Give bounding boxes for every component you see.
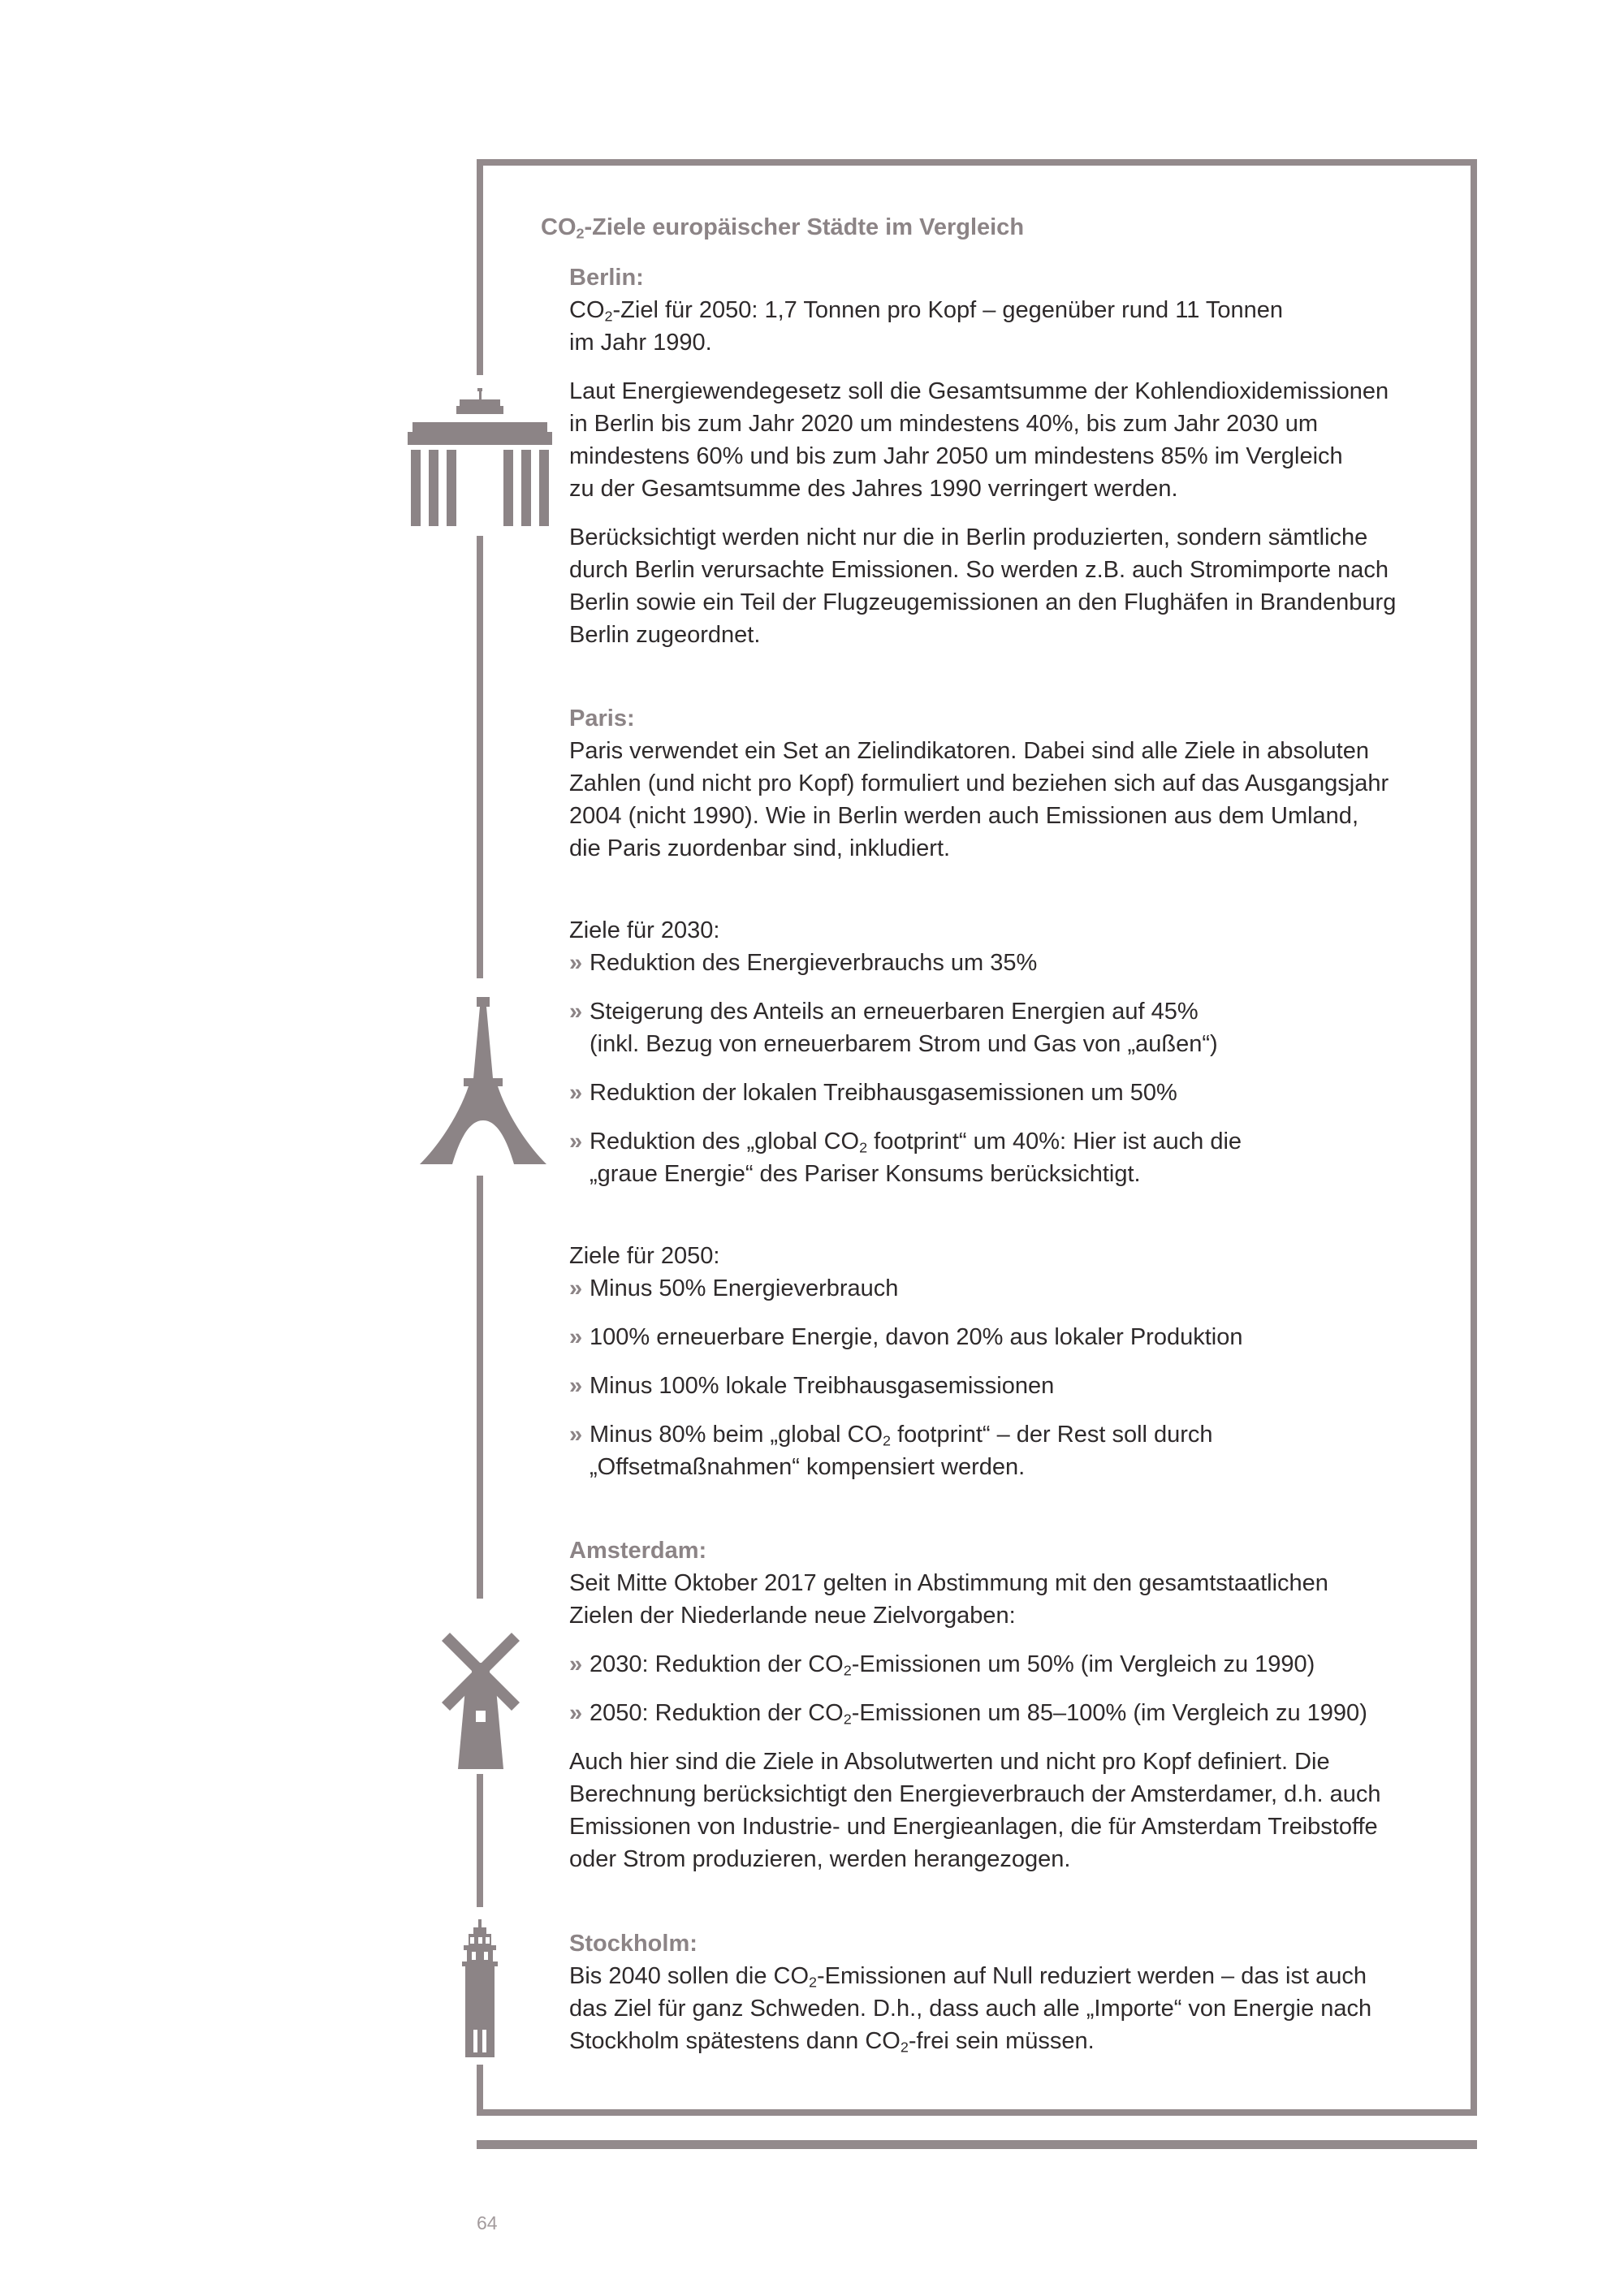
list-item: » Minus 80% beim „global $CO_2$ footprint“ – der Rest soll durch „Offsetmaßnahmen“ kompensiert werden. <box>569 1418 1422 1483</box>
bullet-marker: » <box>569 1700 583 1726</box>
paragraph-line: Seit Mitte Oktober 2017 gelten in Abstimmung mit den gesamtstaatlichen <box>569 1570 1328 1596</box>
bullet-marker: » <box>569 1373 583 1399</box>
paragraph-line: die Paris zuordenbar sind, inkludiert. <box>569 835 951 861</box>
paragraph <box>569 375 1422 505</box>
paragraph-line: Berlin zugeordnet. <box>569 622 761 648</box>
list-item: » Steigerung des Anteils an erneuerbaren Energien auf 45% (inkl. Bezug von erneuerbarem Strom und Gas von „außen“) <box>569 995 1422 1060</box>
bullet-marker: » <box>569 950 583 976</box>
section-paris <box>569 702 1422 865</box>
bullet-marker: » <box>569 999 583 1025</box>
section-heading-berlin: Berlin: <box>569 265 644 291</box>
list-item: » Reduktion der lokalen Treibhausgasemissionen um 50% <box>569 1077 1422 1109</box>
paragraph <box>569 521 1422 651</box>
paragraph-line: Bis 2040 sollen die $CO_2$-Emissionen auf Null reduziert werden – das ist auch <box>569 1963 1367 1991</box>
frame-top-line <box>477 159 1477 166</box>
brandenburg-gate-icon <box>408 388 554 526</box>
timeline-segment <box>477 1774 483 1907</box>
paragraph-line: Emissionen von Industrie- und Energieanlagen, die für Amsterdam Treibstoffe <box>569 1814 1378 1840</box>
list-item: » Minus 100% lokale Treibhausgasemissionen <box>569 1370 1422 1402</box>
paragraph-line: 2004 (nicht 1990). Wie in Berlin werden auch Emissionen aus dem Umland, <box>569 803 1358 829</box>
timeline-segment <box>477 1176 483 1599</box>
paragraph <box>569 1746 1422 1875</box>
section-heading-amsterdam: Amsterdam: <box>569 1538 707 1564</box>
bullet-marker: » <box>569 1275 583 1301</box>
section-amsterdam <box>569 1534 1422 1875</box>
frame-right-line <box>1471 159 1477 2116</box>
paragraph-line: in Berlin bis zum Jahr 2020 um mindestens 40%, bis zum Jahr 2030 um <box>569 411 1318 437</box>
eiffel-tower-icon <box>418 997 548 1166</box>
paragraph-line: im Jahr 1990. <box>569 330 712 356</box>
bullet-marker: » <box>569 1129 583 1154</box>
paragraph-line: Berechnung berücksichtigt den Energieverbrauch der Amsterdamer, d.h. auch <box>569 1781 1381 1807</box>
paragraph-line: durch Berlin verursachte Emissionen. So werden z.B. auch Stromimporte nach <box>569 557 1389 583</box>
paragraph-line: oder Strom produzieren, werden herangezogen. <box>569 1846 1071 1872</box>
goals-label: Ziele für 2050: <box>569 1243 720 1269</box>
paragraph-line: Berlin sowie ein Teil der Flugzeugemissionen an den Flughäfen in Brandenburg <box>569 589 1397 615</box>
paragraph-line: Zielen der Niederlande neue Zielvorgaben: <box>569 1603 1016 1629</box>
paragraph-line: zu der Gesamtsumme des Jahres 1990 verringert werden. <box>569 476 1178 502</box>
list-item: » Reduktion des Energieverbrauchs um 35% <box>569 947 1422 979</box>
section-berlin <box>569 261 1422 651</box>
list-item: » 2030: Reduktion der $CO_2$-Emissionen um 50% (im Vergleich zu 1990) <box>569 1648 1422 1681</box>
paragraph-line: Paris verwendet ein Set an Zielindikatoren. Dabei sind alle Ziele in absoluten <box>569 738 1369 764</box>
stockholm-tower-icon <box>459 1919 501 2057</box>
timeline-segment <box>477 2065 483 2116</box>
goals-label: Ziele für 2030: <box>569 917 720 943</box>
timeline-segment <box>477 536 483 978</box>
bullet-marker: » <box>569 1080 583 1106</box>
frame-footer-bar <box>477 2140 1477 2149</box>
list-item: » 100% erneuerbare Energie, davon 20% aus lokaler Produktion <box>569 1321 1422 1353</box>
bullet-marker: » <box>569 1422 583 1448</box>
windmill-icon <box>438 1629 523 1769</box>
paragraph-line: mindestens 60% und bis zum Jahr 2050 um mindestens 85% im Vergleich <box>569 443 1343 469</box>
paragraph-line: Laut Energiewendegesetz soll die Gesamtsumme der Kohlendioxidemissionen <box>569 378 1389 404</box>
frame-bottom-line <box>477 2109 1477 2116</box>
paris-goals-2030 <box>569 914 1422 1190</box>
list-item: » Reduktion des „global $CO_2$ footprint“ um 40%: Hier ist auch die „graue Energie“ des Pariser Konsums berücksichtigt. <box>569 1125 1422 1190</box>
bullet-marker: » <box>569 1324 583 1350</box>
timeline-segment <box>477 159 483 375</box>
paragraph: $CO_2$-Ziel für 2050: 1,7 Tonnen pro Kopf – gegenüber rund 11 Tonnen <box>569 297 1284 325</box>
paris-goals-2050 <box>569 1240 1422 1483</box>
list-item: » 2050: Reduktion der $CO_2$-Emissionen um 85–100% (im Vergleich zu 1990) <box>569 1697 1422 1729</box>
paragraph-line: Berücksichtigt werden nicht nur die in Berlin produzierten, sondern sämtliche <box>569 524 1368 550</box>
bullet-marker: » <box>569 1651 583 1677</box>
list-item: » Minus 50% Energieverbrauch <box>569 1272 1422 1305</box>
paragraph-line: Zahlen (und nicht pro Kopf) formuliert und beziehen sich auf das Ausgangsjahr <box>569 770 1389 796</box>
paragraph-line: das Ziel für ganz Schweden. D.h., dass auch alle „Importe“ von Energie nach <box>569 1996 1372 2022</box>
section-heading-paris: Paris: <box>569 706 635 732</box>
page-number: 64 <box>477 2212 498 2233</box>
section-stockholm <box>569 1927 1422 2057</box>
page-title: $CO_2$-Ziele europäischer Städte im Vergleich <box>541 214 1025 242</box>
paragraph-line: Stockholm spätestens dann $CO_2$-frei sein müssen. <box>569 2028 1095 2056</box>
paragraph-line: Auch hier sind die Ziele in Absolutwerten und nicht pro Kopf definiert. Die <box>569 1749 1330 1775</box>
section-heading-stockholm: Stockholm: <box>569 1931 698 1957</box>
